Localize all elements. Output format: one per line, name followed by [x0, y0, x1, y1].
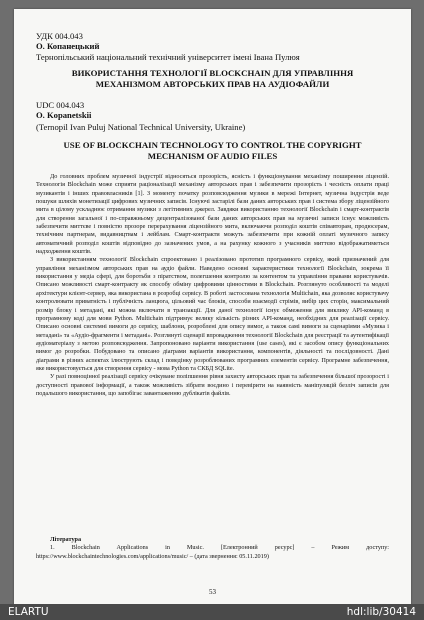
en-author: O. Kopanetskii: [36, 110, 92, 120]
ua-udc: УДК 004.043: [36, 31, 83, 41]
reference-item: 1. Blockchain Applications in Music. [Електронний ресурс] – Режим доступу: https://www.blockchaintechnologies.com/applications/music/ – (дата звернення: 05.11.2019): [36, 544, 389, 560]
article-body: [36, 173, 389, 398]
ua-author: О. Копанецький: [36, 41, 100, 51]
footer-bar: [0, 604, 424, 620]
document-page: [14, 9, 411, 606]
ua-affiliation: Тернопільський національний технічний університет імені Івана Пулюя: [36, 52, 300, 62]
en-title: USE OF BLOCKCHAIN TECHNOLOGY TO CONTROL THE COPYRIGHT MECHANISM OF AUDIO FILES: [63, 140, 362, 161]
body-paragraph: У разі повноцінної реалізації сервісу очікуване поліпшення рівня захисту авторських прав та забезпечення більшої прозорості і доступності правової інформації, а також можливість зібрати воєдино і перевірити на наявність маніпуляцій безліч записів для подальшого використання, що запобігає завантаженню дублікатів файлів.: [36, 373, 389, 397]
references-heading: Література: [50, 536, 82, 543]
en-udc: UDC 004.043: [36, 100, 85, 110]
references: [36, 536, 389, 561]
body-paragraph: З використанням технології Blockchain спроектовано і реалізовано прототип програмного сервісу, який призначений для управління механізмом авторських прав на аудіо файли. Наведено основні характеристики технології Blockchain, зокрема її використання у медіа сфері, для боротьби з піратством, полегшення контролю за контентом та управління правами користувачів. Описано можливості смарт-контракту як способу обміну цифровими цінностями в Blockchain. Розглянуто особливості та моделі архітектури клієнт-сервер, яка використана в розробці сервісу. В роботі застосована технологія Multichain, яка дозволяє користувачу контролювати приватність і публічність ланцюга, цільовий час блоків, способи взаємодії стрімів, вибір цих сторін, максимальний розмір блоку і метадані, які можна включати в транзакції. Для даної технології існує обмеження для виклику API-команд в програмному коді для мови Python. Multichain підтримує велику кількість різних API-команд, необхідних для реалізації сервісу. Описано основні системні вимоги до сервісу, шаблони, розроблені для опису вимог, а також самі вимоги за сценаріями «Музика і метадані» та «Аудіо-фрагменти і метадані». Розглянуті сценарії впровадження технології Blockchain для реєстрації та аутентифікації аудіоматеріалу з метою розповсюдження. Запропоновано варіанти використання (use cases), які є засобом опису функціональних вимог до розробки. Побудовано та описано діаграми варіантів використання, компонентів, діяльності та послідовності. Дані діаграми в різних аспектах ілюструють склад і поведінку розроблюваних програмних елементів сервісу. Програмне забезпечення, яке використовується для створення сервісу - мова Python та СКБД SQLite.: [36, 256, 389, 372]
page-number: 53: [209, 588, 216, 596]
footer-repository-label: ELARTU: [8, 606, 49, 618]
footer-handle-label: hdl:lib/30414: [346, 606, 416, 618]
body-paragraph: До головних проблем музичної індустрії відносяться прозорість, ясність і функціонування механізму поширення ліцензій. Технологія Blockchain може сприяти раціоналізації механізму авторських прав і забезпечити прозорість і чесність оплати праці музикантів і інших правовласників [1]. З моменту початку розповсюдження музики в мережі Інтернет, музична індустрія веде пошуки шляхів монетизації цифрових музичних записів. Існуючі застарілі бази даних авторських прав і система збору ліцензійного мита в цілому ускладнює отримання музики з легітимних джерел. Завдяки використанню технології Blockchain і смарт-контрактів для створення загальної і по-справжньому децентралізованої бази даних авторських прав на музичні записи існує можливість забезпечити миттєве і повністю прозоре перерахування ліцензійного мита, включаючи розподіл коштів співавторам, продюсерам, технічним партнерам, видавництвам і лейблам. Смарт-контракти можуть забезпечити при кожній оплаті музичного запису автоматичний розподіл коштів відповідно до зазначених умов, а на рахунку кожного з учасників миттєво відображатиметься надходження коштів.: [36, 173, 389, 256]
en-affiliation: (Ternopil Ivan Puluj National Technical University, Ukraine): [36, 122, 246, 132]
ua-title: ВИКОРИСТАННЯ ТЕХНОЛОГІЇ BLOCKCHAIN ДЛЯ УПРАВЛІННЯ МЕХАНІЗМОМ АВТОРСЬКИХ ПРАВ НА АУДІОФАЙЛИ: [71, 68, 354, 89]
